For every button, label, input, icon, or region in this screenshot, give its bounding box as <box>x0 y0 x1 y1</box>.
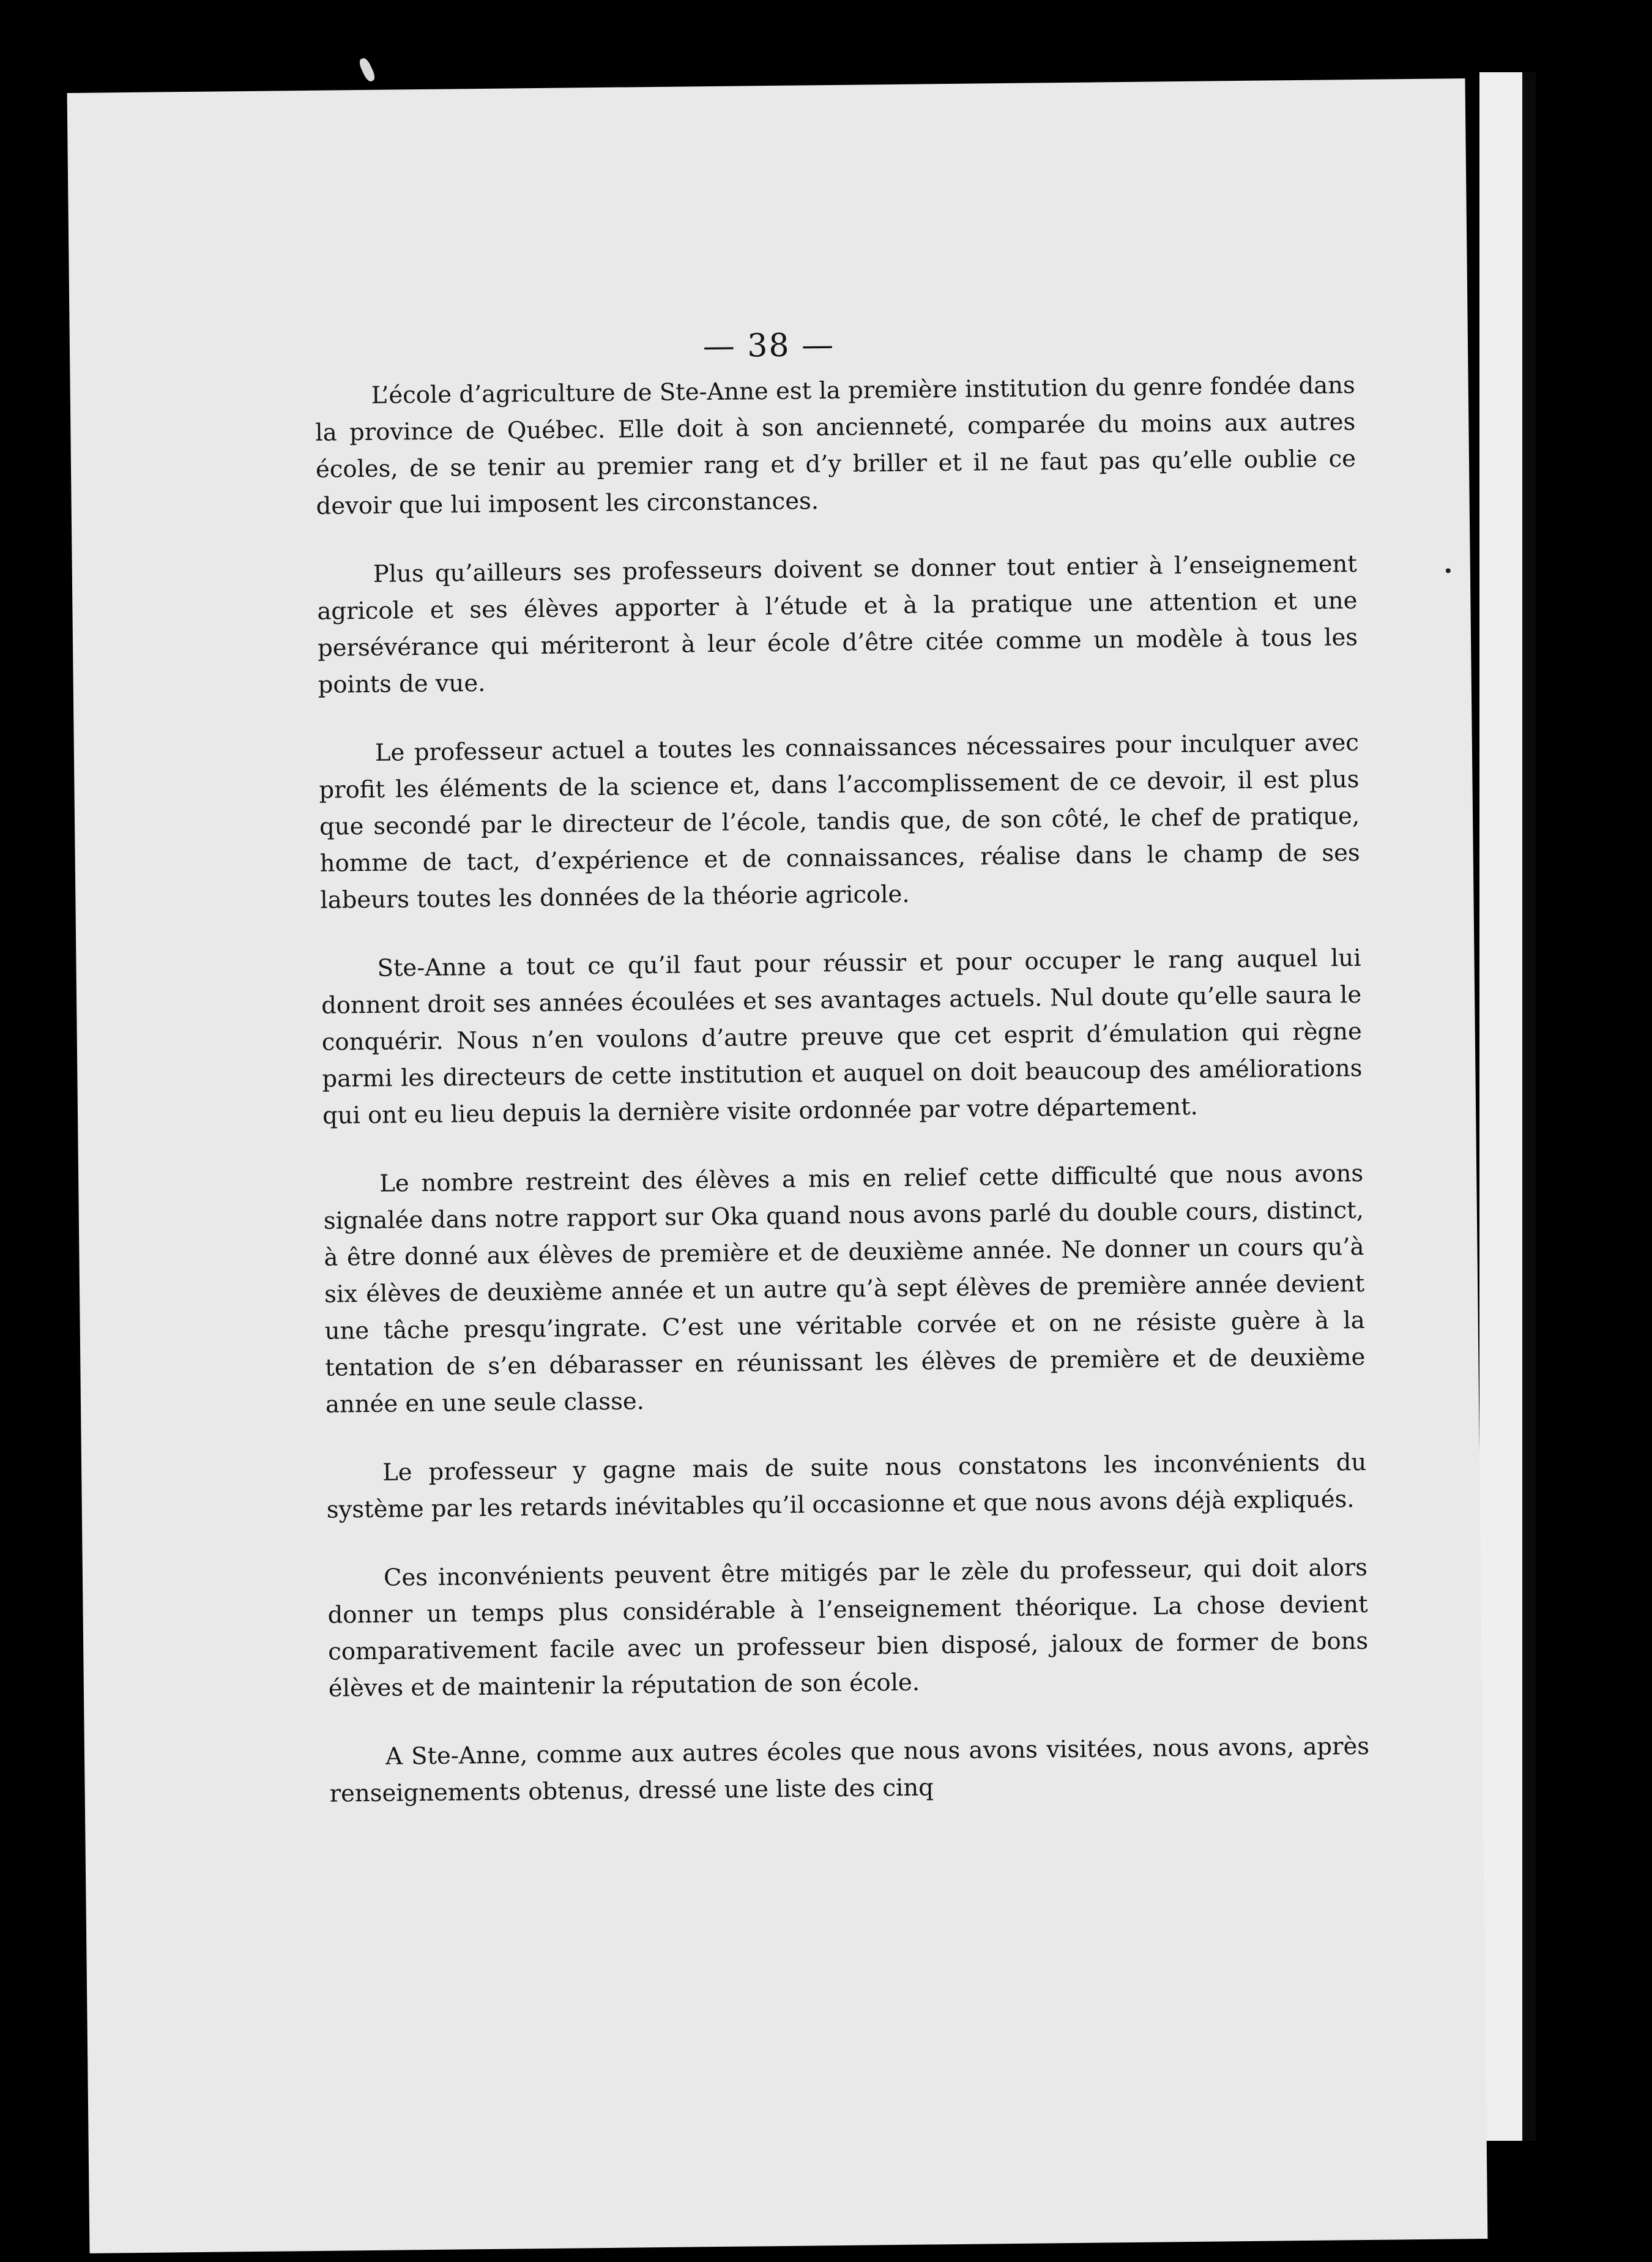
paragraph: Ces inconvénients peuvent être mitigés par le zèle du professeur, qui doit alors donner un temps plus considérable à l’enseignement théorique. La chose devient comparativement facile avec un professeur bien disposé, jaloux de former de bons élèves et de maintenir la réputation de son école. <box>327 1553 1369 1703</box>
paragraph: L’école d’agriculture de Ste-Anne est la première institution du genre fondée dans la province de Québec. Elle doit à son ancienneté, comparée du moins aux autres écoles, de se tenir au premier rang et d’y briller et il ne faut pas qu’elle oublie ce devoir que lui imposent les circonstances. <box>315 371 1356 520</box>
paragraph: Le professeur y gagne mais de suite nous constatons les inconvénients du système par les retards inévitables qu’il occasionne et que nous avons déjà expliqués. <box>326 1448 1367 1524</box>
paragraph: Ste-Anne a tout ce qu’il faut pour réussir et pour occuper le rang auquel lui donnent droit ses années écoulées et ses avantages actuels. Nul doute qu’elle saura le conquérir. Nous n’en voulons d’autre preuve que cet esprit d’émulation qui règne parmi les directeurs de cette institution et auquel on doit beaucoup des améliorations qui ont eu lieu depuis la dernière visite ordonnée par votre département. <box>321 944 1363 1130</box>
scan-speck <box>357 56 376 83</box>
paragraph: Plus qu’ailleurs ses professeurs doivent se donner tout entier à l’enseignement agricole et ses élèves apporter à l’étude et à la pratique une attention et une persévérance qui mériteront à leur école d’être citée comme un modèle à tous les points de vue. <box>317 550 1358 699</box>
paragraph: Le professeur actuel a toutes les connaissances nécessaires pour inculquer avec profit les éléments de la science et, dans l’accomplissement de ce devoir, il est plus que secondé par le directeur de l’école, tandis que, de son côté, le chef de pratique, homme de tact, d’expérience et de connaissances, réalise dans le champ de ses labeurs toutes les données de la théorie agricole. <box>319 729 1360 914</box>
document-page <box>67 78 1488 2253</box>
page-number: — 38 — <box>702 326 835 365</box>
adjacent-page-border <box>1522 72 1536 2141</box>
paragraph: Le nombre restreint des élèves a mis en relief cette difficulté que nous avons signalée dans notre rapport sur Oka quand nous avons parlé du double cours, distinct, à être donné aux élèves de première et de deuxième année. Ne donner un cours qu’à six élèves de deuxième année et un autre qu’à sept élèves de première année devient une tâche presqu’ingrate. C’est une véritable corvée et on ne résiste guère à la tentation de s’en débarasser en réunissant les élèves de première et de deuxième année en une seule classe. <box>323 1159 1366 1419</box>
ink-dot <box>1446 568 1451 573</box>
body-text <box>314 367 1370 1845</box>
paragraph: A Ste-Anne, comme aux autres écoles que nous avons visitées, nous avons, après renseignements obtenus, dressé une liste des cinq <box>329 1732 1370 1808</box>
adjacent-page-edge <box>1479 72 1522 2141</box>
